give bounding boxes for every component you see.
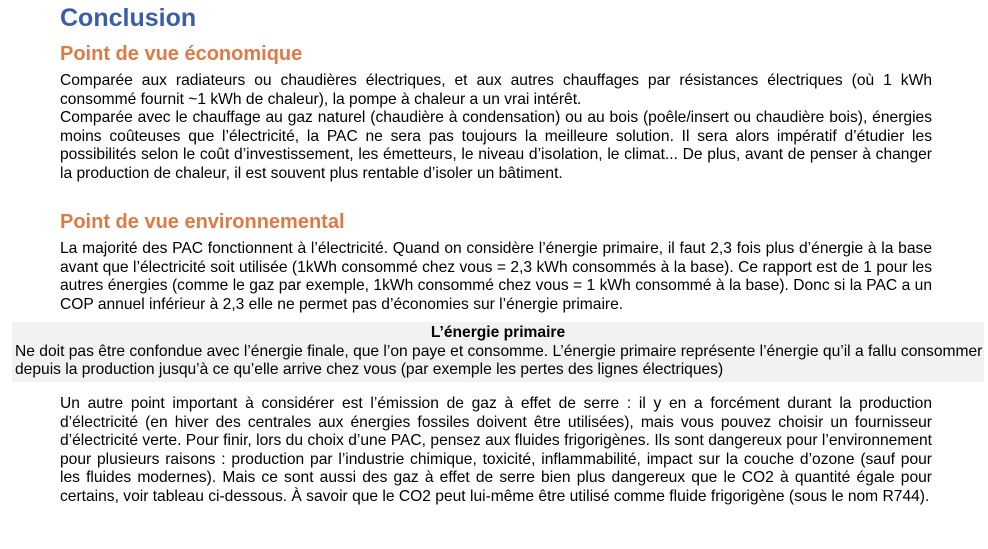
closing-text <box>60 395 932 507</box>
callout-body: Ne doit pas être confondue avec l’énergie finale, que l’on paye et consomme. L’énergie primaire représente l’énergie qu’il a fallu consommer depuis la production jusqu’à ce qu’elle arrive chez vous (par exemple les pertes des lignes électriques) <box>15 342 983 379</box>
section-heading-economique: Point de vue économique <box>60 43 303 65</box>
paragraph: Un autre point important à considérer est l’émission de gaz à effet de serre : il y en a forcément durant la production d’électricité (en hiver des centrales aux énergies fossiles doivent être utilisées), mais vous pouvez choisir un fournisseur d’électricité verte. Pour finir, lors du choix d’une PAC, pensez aux fluides frigorigènes. Ils sont dangereux pour l’environnement pour plusieurs raisons : production par l’industrie chimique, toxicité, inflammabilité, impact sur la couche d’ozone (sauf pour les fluides modernes). Mais ce sont aussi des gaz à effet de serre bien plus dangereux que le CO2 à quantité égale pour certains, voir tableau ci-dessous. À savoir que le CO2 peut lui-même être utilisé comme fluide frigorigène (sous le nom R744). <box>60 395 932 505</box>
page-title: Conclusion <box>60 4 197 32</box>
paragraph: Comparée aux radiateurs ou chaudières électriques, et aux autres chauffages par résistances électriques (où 1 kWh consommé fournit ~1 kWh de chaleur), la pompe à chaleur a un vrai intérêt. <box>60 72 932 108</box>
section-environnemental-text <box>60 240 932 314</box>
paragraph: La majorité des PAC fonctionnent à l’électricité. Quand on considère l’énergie primaire, il faut 2,3 fois plus d’énergie à la base avant que l’électricité soit utilisée (1kWh consommé chez vous = 2,3 kWh consommés à la base). Ce rapport est de 1 pour les autres énergies (comme le gaz par exemple, 1kWh consommé chez vous = 1 kWh consommé à la base). Donc si la PAC a un COP annuel inférieur à 2,3 elle ne permet pas d’économies sur l’énergie primaire. <box>60 240 932 313</box>
paragraph: Comparée avec le chauffage au gaz naturel (chaudière à condensation) ou au bois (poêle/insert ou chaudière bois), énergies moins coûteuses que l’électricité, la PAC ne sera pas toujours la meilleure solution. Il sera alors impératif d’étudier les possibilités selon le coût d’investissement, les émetteurs, le niveau d’isolation, le climat... De plus, avant de penser à changer la production de chaleur, il est souvent plus rentable d’isoler un bâtiment. <box>60 109 932 182</box>
callout-box <box>12 322 984 382</box>
section-economique-text <box>60 72 932 184</box>
section-heading-environnemental: Point de vue environnemental <box>60 211 345 233</box>
callout-title: L’énergie primaire <box>430 324 566 341</box>
